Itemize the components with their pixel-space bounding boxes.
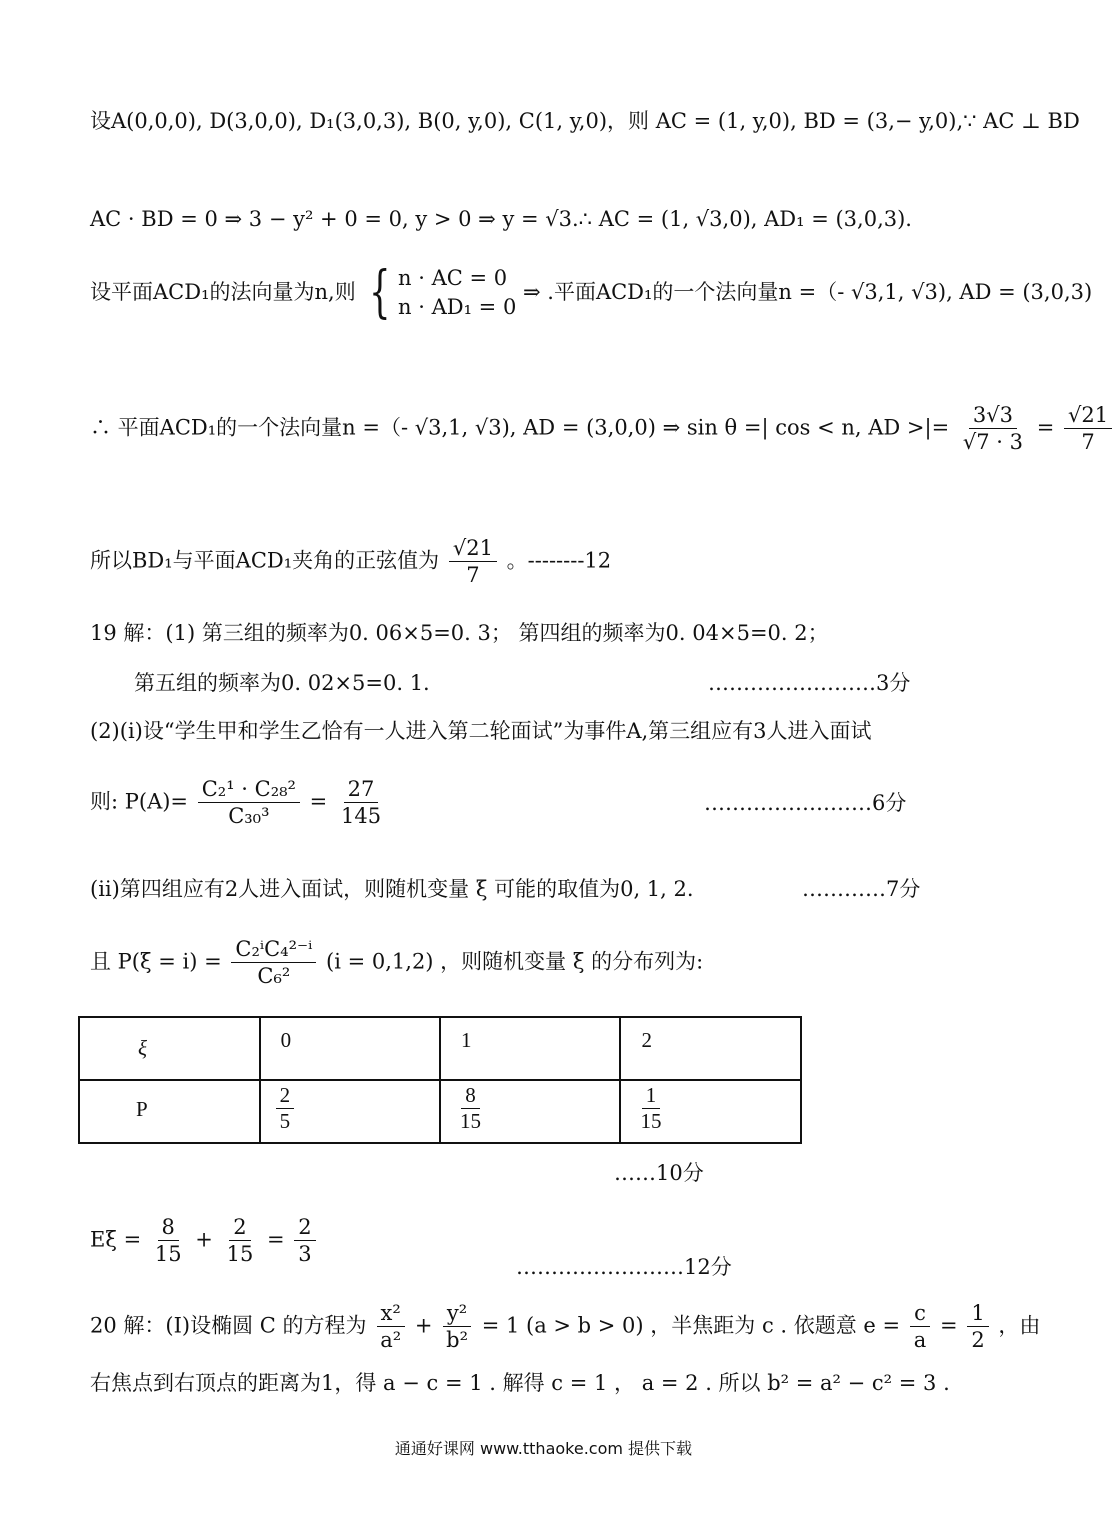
fraction-distribution: $\frac{\text{C₂ⁱC₄²⁻ⁱ}}{\text{C₆²}}$: [231, 936, 316, 990]
equation-line-5: 所以BD₁与平面ACD₁夹角的正弦值为 $\frac{√21}{7}$ 。--------12: [90, 536, 612, 588]
brace-eq-1: n · AC = 0: [398, 266, 508, 290]
equation-line-1: 设A(0,0,0), D(3,0,0), D₁(3,0,3), B(0, y,0), C(1, y,0)，则 AC = (1, y,0), BD = (3,− y,0),∵ AC ⊥ BD: [90, 109, 1080, 133]
q19-score-3: ……………………3分: [708, 671, 911, 695]
system-brace: [362, 260, 517, 326]
fraction-sqrt21-7: $\frac{√21}{7}$: [1064, 402, 1112, 456]
table-cell-1: 1: [440, 1017, 620, 1080]
q19-line-3: (2)(ⅰ)设“学生甲和学生乙恰有一人进入第二轮面试”为事件A,第三组应有3人进入面试: [90, 719, 872, 743]
q20-line-1: 20 解：(Ⅰ)设椭圆 C 的方程为 $\frac{\text{x²}}{\text{a²}}$ + $\frac{\text{y²}}{\text{b²}}$ = 1 (a > b > 0) ，半焦距为 c . 依题意 e = $\frac{c}{a}$ = $\frac{1}{2}$ ，由: [90, 1301, 1041, 1353]
table-cell-p: P: [79, 1080, 260, 1143]
table-cell-p1: $\frac{8}{15}$: [440, 1080, 620, 1143]
q19-line-6: 且 P(ξ = i) = $\frac{\text{C₂ⁱC₄²⁻ⁱ}}{\text{C₆²}}$ (i = 0,1,2) ，则随机变量 ξ 的分布列为:: [90, 937, 704, 989]
fraction-pa: $\frac{\text{C₂¹ · C₂₈²}}{\text{C₃₀³}}$: [198, 776, 300, 830]
table-cell-xi: ξ: [79, 1017, 260, 1080]
q19-line-1: 19 解：(1) 第三组的频率为0. 06×5=0. 3； 第四组的频率为0. 04×5=0. 2；: [90, 621, 829, 645]
equation-line-3: 设平面ACD₁的法向量为n,则 { n · AC = 0 n · AD₁ = 0 ⇒ .平面ACD₁的一个法向量n =（- √3,1, √3), AD = (3,0,3): [90, 260, 1093, 326]
equation-line-2: AC · BD = 0 ⇒ 3 − y² + 0 = 0, y > 0 ⇒ y = √3.∴ AC = (1, √3,0), AD₁ = (3,0,3).: [90, 207, 912, 231]
q20-line-2: 右焦点到右顶点的距离为1，得 a − c = 1 . 解得 c = 1 ， a = 2 . 所以 b² = a² − c² = 3 .: [90, 1371, 950, 1395]
brace-eq-2: n · AD₁ = 0: [398, 295, 517, 320]
score-12: ……………………12分: [516, 1255, 732, 1279]
fraction-3sqrt3: $\frac{3√3}{√7 \cdot 3}$: [962, 403, 1023, 455]
brace-equations: [398, 264, 516, 323]
fraction-27-145: $\frac{27}{145}$: [340, 777, 382, 829]
q19-score-7: …………7分: [802, 877, 921, 901]
q19-line-2: 第五组的频率为0. 02×5=0. 1.: [134, 671, 430, 695]
q19-score-6: ……………………6分: [704, 791, 907, 815]
q19-line-5: (ⅱ)第四组应有2人进入面试，则随机变量 ξ 可能的取值为0, 1, 2.: [90, 877, 694, 901]
fraction-answer: $\frac{√21}{7}$: [449, 535, 497, 589]
table-cell-0: 0: [260, 1017, 440, 1080]
brace-symbol: {: [369, 260, 391, 326]
distribution-table: [78, 1016, 802, 1144]
page-footer: 通通好课网 www.tthaoke.com 提供下载: [394, 1439, 693, 1458]
q19-line-4: 则: P(A)= $\frac{\text{C₂¹ · C₂₈²}}{\text{C₃₀³}}$ = $\frac{27}{145}$: [90, 776, 388, 830]
table-cell-2: 2: [620, 1017, 801, 1080]
table-row-p: [79, 1080, 801, 1143]
expectation-line: Eξ = $\frac{8}{15}$ + $\frac{2}{15}$ = $\frac{2}{3}$: [90, 1214, 319, 1268]
table-row-header: [79, 1017, 801, 1080]
score-10: ……10分: [614, 1161, 704, 1185]
equation-line-4: ∴ 平面ACD₁的一个法向量n =（- √3,1, √3), AD = (3,0,0) ⇒ sin θ =| cos < n, AD >|= $\frac{3√3}{√7 \cdot 3}$ = $\frac{√21}{7}$: [90, 402, 1115, 456]
table-cell-p2: $\frac{1}{15}$: [620, 1080, 801, 1143]
table-cell-p0: $\frac{2}{5}$: [260, 1080, 440, 1143]
